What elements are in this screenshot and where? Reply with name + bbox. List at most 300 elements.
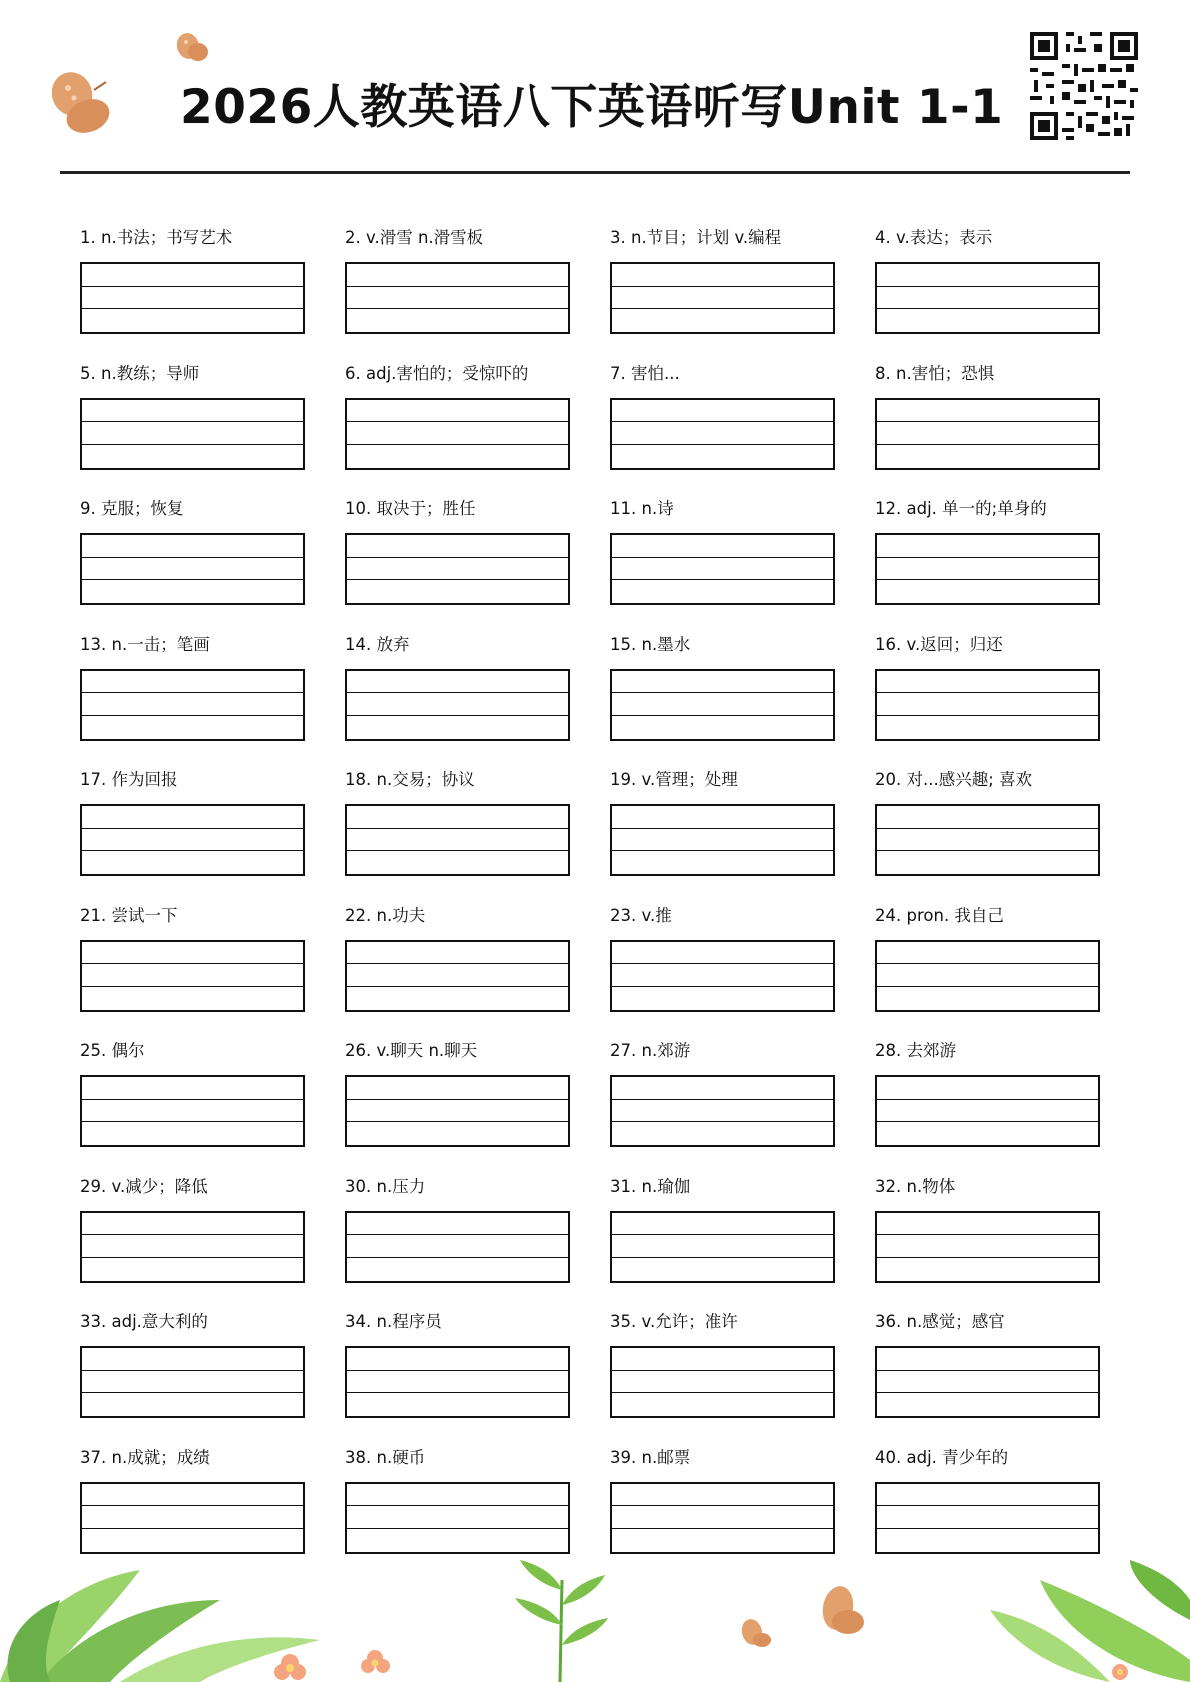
item-number: 28.: [875, 1041, 902, 1060]
item-prompt: 作为回报: [111, 770, 178, 789]
dictation-item: [345, 1440, 574, 1576]
item-number: 32.: [875, 1176, 902, 1196]
item-number: 29.: [80, 1176, 107, 1196]
item-prompt: 克服；恢复: [101, 499, 184, 518]
answer-line[interactable]: [347, 1484, 568, 1507]
item-prompt: 偶尔: [111, 1041, 145, 1060]
item-number: 9.: [80, 499, 96, 518]
dictation-item: [80, 762, 309, 898]
answer-box[interactable]: [610, 262, 835, 334]
answer-box[interactable]: [610, 1346, 835, 1418]
item-label: [610, 898, 839, 934]
item-number: 37.: [80, 1447, 107, 1467]
answer-line[interactable]: [82, 287, 303, 310]
answer-line[interactable]: [612, 1506, 833, 1529]
answer-line[interactable]: [347, 422, 568, 445]
answer-box[interactable]: [345, 940, 570, 1012]
answer-line[interactable]: [82, 1258, 303, 1281]
item-label: [345, 898, 574, 934]
answer-line[interactable]: [877, 264, 1098, 287]
item-label: [875, 491, 1104, 527]
dictation-item: [80, 1304, 309, 1440]
answer-line[interactable]: [612, 1213, 833, 1236]
item-prompt: adj. 青少年的: [906, 1447, 1009, 1467]
item-number: 8.: [875, 363, 891, 383]
qr-code-icon: [1030, 32, 1138, 140]
answer-line[interactable]: [82, 1122, 303, 1145]
answer-box[interactable]: [610, 1211, 835, 1283]
item-number: 13.: [80, 634, 107, 654]
item-label: [875, 1304, 1104, 1340]
item-prompt: n.程序员: [376, 1312, 442, 1331]
answer-line[interactable]: [347, 671, 568, 694]
answer-box[interactable]: [610, 1482, 835, 1554]
dictation-item: [80, 1169, 309, 1305]
item-prompt: v.推: [641, 905, 672, 925]
dictation-item: [345, 356, 574, 492]
answer-line[interactable]: [877, 1100, 1098, 1123]
item-number: 40.: [875, 1447, 902, 1467]
answer-box[interactable]: [345, 1482, 570, 1554]
dictation-item: [80, 1033, 309, 1169]
item-number: 27.: [610, 1041, 637, 1060]
answer-line[interactable]: [82, 1077, 303, 1100]
answer-box[interactable]: [80, 804, 305, 876]
answer-line[interactable]: [612, 1258, 833, 1281]
dictation-item: [80, 898, 309, 1034]
answer-box[interactable]: [610, 1075, 835, 1147]
item-prompt: n.功夫: [376, 905, 426, 925]
answer-line[interactable]: [82, 1506, 303, 1529]
item-prompt: v.返回；归还: [906, 634, 1003, 654]
item-prompt: n.感觉；感官: [906, 1312, 1005, 1331]
item-number: 20.: [875, 770, 902, 789]
item-prompt: n.邮票: [641, 1447, 691, 1467]
answer-box[interactable]: [875, 940, 1100, 1012]
answer-line[interactable]: [612, 535, 833, 558]
item-prompt: v.表达；表示: [896, 228, 993, 247]
answer-line[interactable]: [612, 1348, 833, 1371]
item-number: 34.: [345, 1312, 372, 1331]
dictation-item: [610, 220, 839, 356]
dictation-item: [875, 356, 1104, 492]
dictation-item: [610, 1033, 839, 1169]
answer-box[interactable]: [80, 940, 305, 1012]
item-number: 39.: [610, 1447, 637, 1467]
answer-line[interactable]: [82, 964, 303, 987]
item-prompt: n.交易；协议: [376, 770, 475, 789]
answer-line[interactable]: [347, 1235, 568, 1258]
dictation-item: [875, 1169, 1104, 1305]
item-label: [875, 356, 1104, 392]
item-number: 31.: [610, 1176, 637, 1196]
answer-line[interactable]: [877, 1393, 1098, 1416]
item-number: 16.: [875, 634, 902, 654]
item-number: 3.: [610, 228, 626, 247]
dictation-item: [875, 220, 1104, 356]
answer-line[interactable]: [347, 851, 568, 874]
answer-box[interactable]: [875, 1075, 1100, 1147]
dictation-item: [80, 627, 309, 763]
answer-line[interactable]: [82, 400, 303, 423]
answer-line[interactable]: [347, 400, 568, 423]
answer-line[interactable]: [347, 987, 568, 1010]
answer-line[interactable]: [877, 1077, 1098, 1100]
answer-box[interactable]: [345, 398, 570, 470]
answer-line[interactable]: [612, 445, 833, 468]
item-prompt: pron. 我自己: [906, 905, 1004, 925]
item-prompt: 害怕...: [631, 363, 680, 383]
answer-line[interactable]: [877, 287, 1098, 310]
answer-line[interactable]: [612, 309, 833, 332]
answer-line[interactable]: [82, 1213, 303, 1236]
answer-line[interactable]: [82, 806, 303, 829]
item-label: [345, 1033, 574, 1069]
answer-line[interactable]: [612, 1484, 833, 1507]
dictation-item: [345, 1304, 574, 1440]
answer-line[interactable]: [612, 851, 833, 874]
answer-line[interactable]: [877, 829, 1098, 852]
item-prompt: n.郊游: [641, 1041, 691, 1060]
item-number: 6.: [345, 363, 361, 383]
answer-line[interactable]: [612, 287, 833, 310]
answer-line[interactable]: [877, 1258, 1098, 1281]
item-prompt: v.管理；处理: [641, 770, 738, 789]
answer-box[interactable]: [875, 1346, 1100, 1418]
item-label: [875, 762, 1104, 798]
answer-line[interactable]: [82, 987, 303, 1010]
item-number: 33.: [80, 1312, 107, 1331]
answer-box[interactable]: [875, 398, 1100, 470]
item-label: [610, 762, 839, 798]
answer-line[interactable]: [877, 1348, 1098, 1371]
dictation-item: [875, 1440, 1104, 1576]
item-number: 30.: [345, 1176, 372, 1196]
answer-box[interactable]: [80, 669, 305, 741]
answer-box[interactable]: [875, 1482, 1100, 1554]
butterfly-icon: [172, 28, 212, 68]
item-label: [80, 356, 309, 392]
answer-line[interactable]: [877, 693, 1098, 716]
answer-line[interactable]: [82, 309, 303, 332]
item-number: 1.: [80, 228, 96, 247]
answer-line[interactable]: [347, 287, 568, 310]
answer-line[interactable]: [612, 716, 833, 739]
answer-line[interactable]: [347, 558, 568, 581]
item-label: [80, 1304, 309, 1340]
answer-box[interactable]: [610, 398, 835, 470]
answer-line[interactable]: [347, 942, 568, 965]
answer-line[interactable]: [877, 309, 1098, 332]
answer-line[interactable]: [347, 964, 568, 987]
item-label: [80, 1033, 309, 1069]
answer-box[interactable]: [875, 804, 1100, 876]
answer-line[interactable]: [347, 716, 568, 739]
answer-line[interactable]: [347, 1100, 568, 1123]
dictation-item: [875, 1033, 1104, 1169]
answer-line[interactable]: [877, 445, 1098, 468]
answer-box[interactable]: [345, 669, 570, 741]
answer-line[interactable]: [347, 264, 568, 287]
answer-line[interactable]: [612, 1235, 833, 1258]
item-number: 36.: [875, 1312, 902, 1331]
answer-line[interactable]: [82, 716, 303, 739]
answer-line[interactable]: [347, 535, 568, 558]
answer-box[interactable]: [345, 1075, 570, 1147]
item-prompt: v.允许；准许: [641, 1312, 738, 1331]
item-number: 22.: [345, 905, 372, 925]
item-label: [875, 220, 1104, 256]
answer-line[interactable]: [82, 1393, 303, 1416]
item-prompt: 去郊游: [906, 1041, 956, 1060]
item-number: 19.: [610, 770, 637, 789]
dictation-item: [610, 1169, 839, 1305]
answer-line[interactable]: [347, 1077, 568, 1100]
answer-line[interactable]: [612, 1393, 833, 1416]
item-prompt: 对...感兴趣; 喜欢: [906, 770, 1033, 789]
answer-line[interactable]: [612, 580, 833, 603]
item-label: [875, 1169, 1104, 1205]
answer-line[interactable]: [877, 558, 1098, 581]
answer-line[interactable]: [612, 693, 833, 716]
answer-box[interactable]: [875, 533, 1100, 605]
answer-line[interactable]: [877, 1506, 1098, 1529]
dictation-item: [610, 762, 839, 898]
answer-line[interactable]: [347, 1393, 568, 1416]
answer-line[interactable]: [612, 264, 833, 287]
answer-line[interactable]: [877, 1484, 1098, 1507]
answer-line[interactable]: [612, 400, 833, 423]
answer-line[interactable]: [347, 1529, 568, 1552]
item-label: [610, 491, 839, 527]
item-prompt: adj. 单一的;单身的: [906, 499, 1047, 518]
item-number: 24.: [875, 905, 902, 925]
item-label: [80, 220, 309, 256]
answer-line[interactable]: [347, 1506, 568, 1529]
answer-line[interactable]: [82, 580, 303, 603]
answer-line[interactable]: [82, 1484, 303, 1507]
answer-line[interactable]: [82, 1348, 303, 1371]
item-label: [875, 627, 1104, 663]
item-label: [345, 627, 574, 663]
item-prompt: n.瑜伽: [641, 1176, 691, 1196]
answer-line[interactable]: [347, 1122, 568, 1145]
item-label: [345, 1304, 574, 1340]
answer-line[interactable]: [612, 1122, 833, 1145]
butterfly-icon: [44, 68, 116, 140]
answer-box[interactable]: [875, 1211, 1100, 1283]
dictation-item: [80, 220, 309, 356]
answer-line[interactable]: [877, 1529, 1098, 1552]
item-label: [345, 220, 574, 256]
dictation-item: [610, 356, 839, 492]
answer-box[interactable]: [80, 398, 305, 470]
item-prompt: n.一击；笔画: [111, 634, 210, 654]
answer-box[interactable]: [610, 669, 835, 741]
item-number: 35.: [610, 1312, 637, 1331]
dictation-item: [875, 762, 1104, 898]
dictation-item: [80, 491, 309, 627]
answer-box[interactable]: [345, 1346, 570, 1418]
dictation-item: [345, 898, 574, 1034]
answer-line[interactable]: [612, 422, 833, 445]
dictation-item: [610, 898, 839, 1034]
dictation-item: [80, 1440, 309, 1576]
dictation-item: [345, 220, 574, 356]
answer-line[interactable]: [82, 671, 303, 694]
answer-line[interactable]: [82, 264, 303, 287]
answer-line[interactable]: [347, 806, 568, 829]
answer-box[interactable]: [610, 804, 835, 876]
dictation-item: [875, 491, 1104, 627]
item-label: [610, 1440, 839, 1476]
answer-line[interactable]: [82, 1235, 303, 1258]
item-number: 4.: [875, 228, 891, 247]
answer-line[interactable]: [612, 558, 833, 581]
item-prompt: n.压力: [376, 1176, 426, 1196]
answer-line[interactable]: [82, 445, 303, 468]
item-number: 18.: [345, 770, 372, 789]
answer-box[interactable]: [345, 533, 570, 605]
dictation-item: [345, 762, 574, 898]
item-label: [80, 491, 309, 527]
item-label: [80, 627, 309, 663]
answer-box[interactable]: [610, 533, 835, 605]
answer-line[interactable]: [347, 693, 568, 716]
answer-line[interactable]: [82, 558, 303, 581]
item-prompt: n.硬币: [376, 1447, 426, 1467]
answer-box[interactable]: [875, 669, 1100, 741]
answer-line[interactable]: [612, 987, 833, 1010]
answer-box[interactable]: [80, 533, 305, 605]
answer-line[interactable]: [612, 806, 833, 829]
dictation-item: [610, 1440, 839, 1576]
answer-line[interactable]: [347, 580, 568, 603]
item-number: 23.: [610, 905, 637, 925]
item-number: 26.: [345, 1041, 372, 1060]
item-number: 10.: [345, 499, 372, 518]
item-prompt: n.成就；成绩: [111, 1447, 210, 1467]
answer-box[interactable]: [875, 262, 1100, 334]
item-prompt: 放弃: [376, 634, 410, 654]
item-label: [875, 898, 1104, 934]
answer-line[interactable]: [82, 422, 303, 445]
answer-box[interactable]: [80, 1075, 305, 1147]
answer-line[interactable]: [877, 535, 1098, 558]
answer-line[interactable]: [877, 716, 1098, 739]
answer-line[interactable]: [347, 1258, 568, 1281]
item-prompt: n.物体: [906, 1176, 956, 1196]
answer-line[interactable]: [612, 1077, 833, 1100]
answer-line[interactable]: [347, 309, 568, 332]
answer-line[interactable]: [82, 1371, 303, 1394]
item-label: [345, 762, 574, 798]
answer-line[interactable]: [612, 1529, 833, 1552]
answer-line[interactable]: [612, 942, 833, 965]
answer-line[interactable]: [347, 1348, 568, 1371]
answer-line[interactable]: [877, 987, 1098, 1010]
answer-line[interactable]: [82, 851, 303, 874]
answer-line[interactable]: [877, 806, 1098, 829]
answer-line[interactable]: [877, 964, 1098, 987]
answer-line[interactable]: [877, 942, 1098, 965]
dictation-item: [345, 1033, 574, 1169]
item-number: 7.: [610, 363, 626, 383]
answer-box[interactable]: [610, 940, 835, 1012]
item-number: 11.: [610, 499, 637, 518]
answer-box[interactable]: [345, 1211, 570, 1283]
item-number: 38.: [345, 1447, 372, 1467]
answer-box[interactable]: [80, 1482, 305, 1554]
item-number: 2.: [345, 228, 361, 247]
item-prompt: v.减少；降低: [111, 1176, 208, 1196]
dictation-item: [610, 491, 839, 627]
item-label: [610, 356, 839, 392]
answer-box[interactable]: [345, 262, 570, 334]
answer-line[interactable]: [612, 1100, 833, 1123]
item-label: [610, 627, 839, 663]
item-prompt: n.墨水: [641, 634, 691, 654]
answer-line[interactable]: [347, 445, 568, 468]
answer-line[interactable]: [877, 1213, 1098, 1236]
answer-line[interactable]: [82, 829, 303, 852]
answer-line[interactable]: [82, 535, 303, 558]
item-prompt: n.书法；书写艺术: [101, 228, 233, 247]
answer-line[interactable]: [877, 1371, 1098, 1394]
answer-line[interactable]: [877, 400, 1098, 423]
answer-line[interactable]: [347, 1371, 568, 1394]
item-number: 17.: [80, 770, 107, 789]
answer-line[interactable]: [347, 1213, 568, 1236]
answer-line[interactable]: [82, 693, 303, 716]
title-divider: [60, 171, 1130, 174]
answer-line[interactable]: [877, 671, 1098, 694]
answer-line[interactable]: [877, 1122, 1098, 1145]
answer-line[interactable]: [877, 1235, 1098, 1258]
answer-line[interactable]: [82, 1529, 303, 1552]
item-label: [345, 491, 574, 527]
answer-line[interactable]: [612, 829, 833, 852]
answer-line[interactable]: [612, 964, 833, 987]
answer-box[interactable]: [80, 1211, 305, 1283]
item-label: [610, 1304, 839, 1340]
item-prompt: v.滑雪 n.滑雪板: [366, 228, 484, 247]
item-number: 14.: [345, 634, 372, 654]
item-label: [610, 1169, 839, 1205]
answer-box[interactable]: [80, 262, 305, 334]
dictation-item: [345, 627, 574, 763]
item-number: 5.: [80, 363, 96, 383]
item-prompt: adj.害怕的；受惊吓的: [366, 363, 529, 383]
answer-line[interactable]: [82, 1100, 303, 1123]
dictation-item: [345, 491, 574, 627]
answer-box[interactable]: [345, 804, 570, 876]
dictation-item: [610, 1304, 839, 1440]
answer-line[interactable]: [612, 671, 833, 694]
item-prompt: n.教练；导师: [101, 363, 200, 383]
answer-line[interactable]: [877, 580, 1098, 603]
answer-box[interactable]: [80, 1346, 305, 1418]
item-number: 12.: [875, 499, 902, 518]
answer-line[interactable]: [347, 829, 568, 852]
answer-line[interactable]: [612, 1371, 833, 1394]
answer-line[interactable]: [877, 422, 1098, 445]
item-prompt: adj.意大利的: [111, 1312, 208, 1331]
answer-line[interactable]: [877, 851, 1098, 874]
item-label: [345, 1169, 574, 1205]
dictation-item: [875, 898, 1104, 1034]
answer-line[interactable]: [82, 942, 303, 965]
